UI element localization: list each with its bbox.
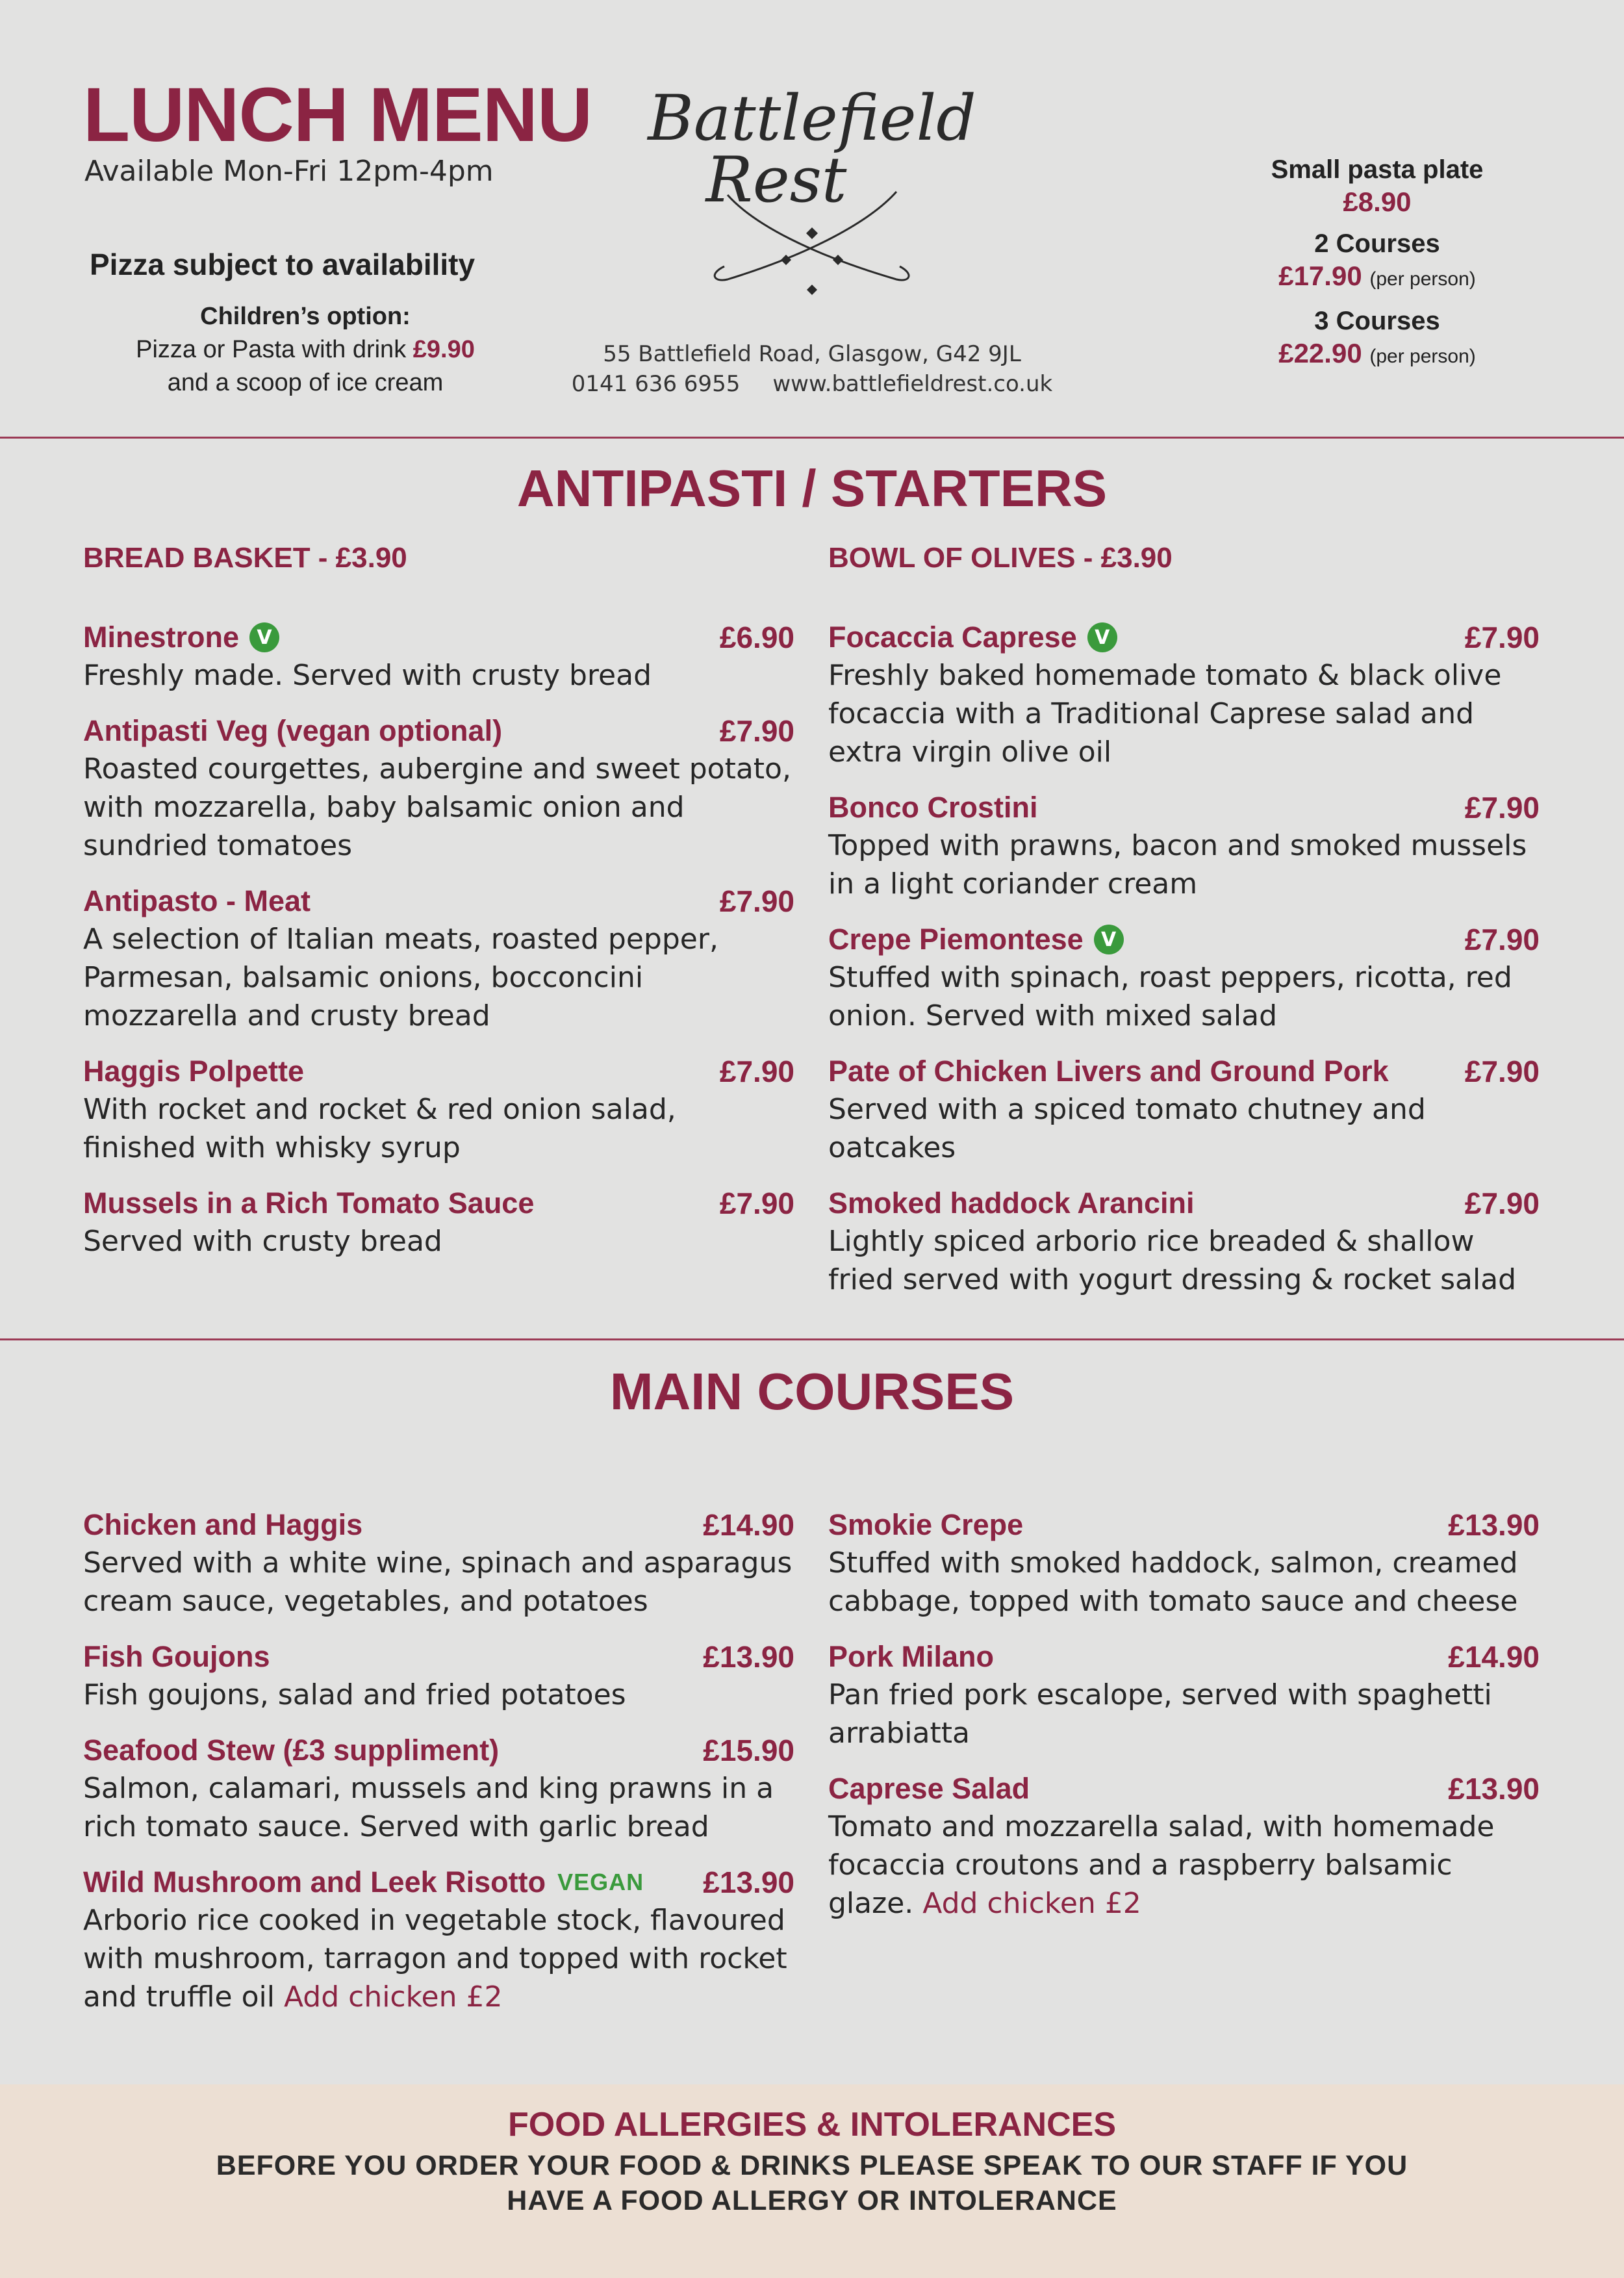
mains-left-column [83, 1506, 794, 2034]
item-price: £7.90 [719, 1055, 794, 1088]
price-option [1208, 227, 1546, 296]
allergy-line: HAVE A FOOD ALLERGY OR INTOLERANCE [507, 2185, 1117, 2216]
price-options [1208, 153, 1546, 382]
item-price: £13.90 [1448, 1508, 1540, 1542]
item-name: Fish Goujons [83, 1640, 270, 1673]
starters-left-column [83, 619, 794, 1278]
menu-item [83, 1732, 794, 1846]
item-description: Stuffed with smoked haddock, salmon, creamed cabbage, topped with tomato sauce and cheese [828, 1546, 1518, 1618]
item-name: Pate of Chicken Livers and Ground Pork [828, 1055, 1389, 1088]
add-chicken-note: Add chicken £2 [922, 1887, 1141, 1920]
menu-item [828, 1506, 1540, 1620]
item-name: Haggis Polpette [83, 1055, 305, 1088]
item-name: Antipasto - Meat [83, 884, 311, 917]
price-note: (per person) [1369, 346, 1476, 367]
item-price: £7.90 [1464, 923, 1540, 956]
divider [0, 1338, 1624, 1340]
contact-info [520, 339, 1104, 399]
price-option-price: £8.90 [1343, 186, 1412, 217]
item-price: £14.90 [703, 1508, 794, 1542]
item-name: Wild Mushroom and Leek Risotto VEGAN [83, 1865, 644, 1899]
item-name: Smoked haddock Arancini [828, 1186, 1195, 1220]
bread-basket-subhead: BREAD BASKET - £3.90 [83, 542, 407, 574]
item-name: Caprese Salad [828, 1772, 1030, 1805]
children-option-text: Pizza or Pasta with drink [136, 336, 413, 363]
pizza-note: Pizza subject to availability [90, 248, 476, 281]
item-name: Smokie Crepe [828, 1508, 1024, 1541]
item-price: £13.90 [703, 1640, 794, 1674]
item-price: £7.90 [719, 884, 794, 918]
menu-item [828, 1638, 1540, 1752]
item-description: Topped with prawns, bacon and smoked mussels in a light coriander cream [828, 829, 1527, 901]
item-name: Chicken and Haggis [83, 1508, 363, 1541]
menu-item [828, 789, 1540, 903]
logo-line2: Rest [705, 144, 847, 216]
item-name: Minestrone V [83, 621, 279, 654]
website-link[interactable]: www.battlefieldrest.co.uk [772, 371, 1053, 397]
menu-item [83, 882, 794, 1035]
item-description: Freshly baked homemade tomato & black olive focaccia with a Traditional Caprese salad and extra virgin olive oil [828, 659, 1502, 769]
item-name: Seafood Stew (£3 suppliment) [83, 1734, 500, 1767]
item-price: £7.90 [719, 714, 794, 748]
item-description: Lightly spiced arborio rice breaded & shallow fried served with yogurt dressing & rocket salad [828, 1225, 1517, 1296]
price-option-name: 2 Courses [1314, 229, 1440, 258]
price-value: £17.90 [1278, 261, 1362, 291]
price-option-price [1208, 260, 1546, 296]
item-description: Served with a white wine, spinach and asparagus cream sauce, vegetables, and potatoes [83, 1546, 793, 1618]
vegetarian-icon: V [1094, 925, 1124, 954]
phone-number: 0141 636 6955 [571, 371, 741, 397]
item-price: £7.90 [1464, 1055, 1540, 1088]
menu-item [83, 1506, 794, 1620]
children-option-title: Children’s option: [200, 303, 411, 330]
menu-item [828, 1053, 1540, 1167]
starters-right-column [828, 619, 1540, 1316]
vegan-tag: VEGAN [557, 1869, 644, 1895]
address: 55 Battlefield Road, Glasgow, G42 9JL [603, 341, 1021, 367]
item-name: Focaccia Caprese V [828, 621, 1117, 654]
menu-item [828, 1184, 1540, 1299]
menu-title: LUNCH MENU [83, 72, 592, 158]
item-name: Pork Milano [828, 1640, 995, 1673]
contact-line [520, 369, 1104, 399]
menu-item [828, 921, 1540, 1035]
item-price: £14.90 [1448, 1640, 1540, 1674]
menu-item [83, 1638, 794, 1714]
children-option-line1 [78, 333, 533, 366]
divider [0, 437, 1624, 439]
item-description: Served with crusty bread [83, 1225, 442, 1258]
item-description: Tomato and mozzarella salad, with homemade focaccia croutons and a raspberry balsamic glaze. Add chicken £2 [828, 1810, 1495, 1920]
item-name: Antipasti Veg (vegan optional) [83, 714, 503, 747]
price-option-name: 3 Courses [1314, 307, 1440, 335]
children-option-line2: and a scoop of ice cream [167, 369, 444, 396]
item-price: £6.90 [719, 621, 794, 654]
menu-item [828, 619, 1540, 771]
price-option-name: Small pasta plate [1271, 155, 1484, 184]
item-price: £7.90 [1464, 1186, 1540, 1220]
vegetarian-icon: V [249, 622, 279, 652]
item-price: £7.90 [719, 1186, 794, 1220]
menu-item [83, 1053, 794, 1167]
allergy-text [0, 2148, 1624, 2218]
item-description: Roasted courgettes, aubergine and sweet potato, with mozzarella, baby balsamic onion and sundried tomatoes [83, 752, 791, 862]
price-value: £22.90 [1278, 338, 1362, 368]
item-description: Freshly made. Served with crusty bread [83, 659, 652, 692]
restaurant-logo [637, 71, 987, 305]
price-note: (per person) [1369, 268, 1476, 290]
allergy-notice [0, 2084, 1624, 2278]
item-description: Stuffed with spinach, roast peppers, ricotta, red onion. Served with mixed salad [828, 961, 1512, 1032]
item-description: Salmon, calamari, mussels and king prawns in a rich tomato sauce. Served with garlic bread [83, 1772, 774, 1843]
item-price: £13.90 [1448, 1772, 1540, 1806]
item-price: £7.90 [1464, 621, 1540, 654]
price-option [1208, 305, 1546, 373]
item-description: With rocket and rocket & red onion salad, finished with whisky syrup [83, 1093, 676, 1164]
item-name: Mussels in a Rich Tomato Sauce [83, 1186, 535, 1220]
children-option-price: £9.90 [412, 336, 475, 363]
allergy-title: FOOD ALLERGIES & INTOLERANCES [507, 2106, 1117, 2144]
children-option [78, 300, 533, 400]
price-option-price [1208, 337, 1546, 373]
logo-line1: Battlefield [648, 82, 976, 155]
item-name: Crepe Piemontese V [828, 923, 1124, 956]
starters-title: ANTIPASTI / STARTERS [516, 459, 1108, 517]
vegetarian-icon: V [1087, 622, 1117, 652]
item-description: A selection of Italian meats, roasted pepper, Parmesan, balsamic onions, bocconcini mozzarella and crusty bread [83, 923, 718, 1032]
menu-item [83, 1184, 794, 1261]
menu-item [83, 619, 794, 695]
menu-item [83, 712, 794, 865]
item-price: £13.90 [703, 1865, 794, 1899]
item-description: Pan fried pork escalope, served with spaghetti arrabiatta [828, 1678, 1492, 1750]
item-price: £7.90 [1464, 791, 1540, 825]
menu-item [828, 1770, 1540, 1923]
mains-right-column [828, 1506, 1540, 1940]
allergy-line: BEFORE YOU ORDER YOUR FOOD & DRINKS PLEASE SPEAK TO OUR STAFF IF YOU [216, 2150, 1408, 2181]
item-name: Bonco Crostini [828, 791, 1038, 824]
add-chicken-note: Add chicken £2 [283, 1980, 503, 2014]
item-description: Served with a spiced tomato chutney and oatcakes [828, 1093, 1426, 1164]
olives-subhead: BOWL OF OLIVES - £3.90 [828, 542, 1173, 574]
price-option [1208, 153, 1546, 218]
mains-title: MAIN COURSES [609, 1363, 1015, 1420]
item-price: £15.90 [703, 1734, 794, 1767]
item-description: Fish goujons, salad and fried potatoes [83, 1678, 626, 1711]
item-description: Arborio rice cooked in vegetable stock, flavoured with mushroom, tarragon and topped with rocket and truffle oil Add chicken £2 [83, 1904, 787, 2014]
availability-text: Available Mon-Fri 12pm-4pm [84, 155, 494, 188]
menu-item [83, 1863, 794, 2016]
